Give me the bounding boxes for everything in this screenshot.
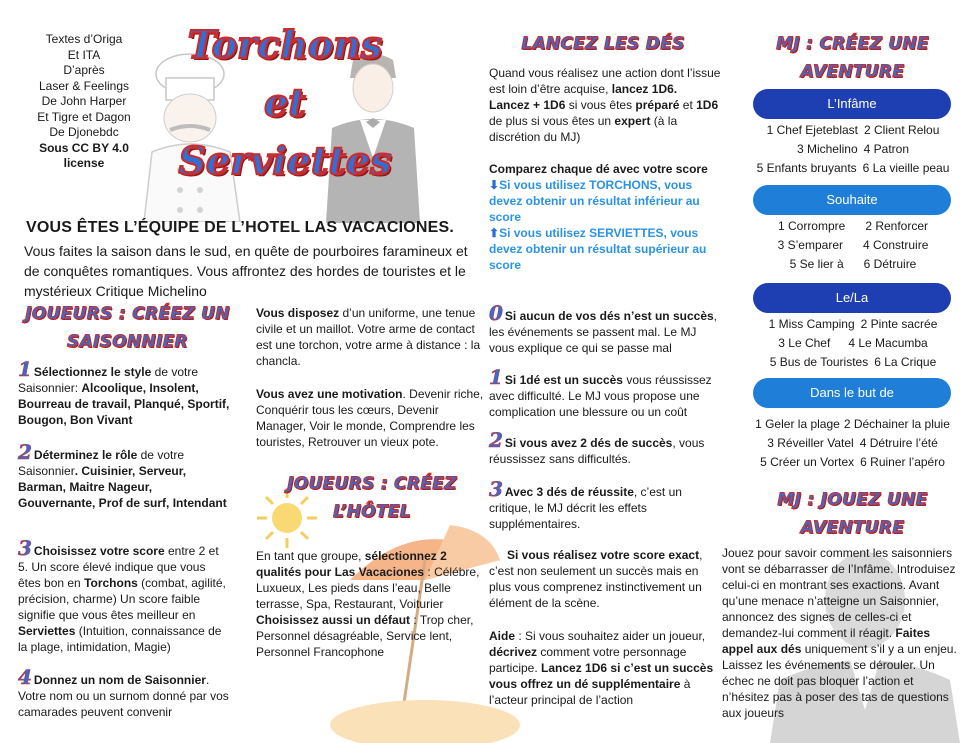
result-number: 2 [489,428,503,452]
roll-text: de plus si vous êtes un [489,114,615,128]
roll-text: si vous êtes [565,98,636,112]
hotel-text: : Célébre, Luxueux, Les pieds dans l’eau, Belle terrasse, Spa, Restaurant, Voiturier [256,565,480,611]
serviettes-rule [489,226,706,272]
table-row [748,121,958,140]
step-number: 1 [18,357,32,381]
step-text: (Intuition, connaissance de la plage, intimidation, Magie) [18,624,222,654]
table-row [748,255,958,274]
motivation-paragraph [256,386,486,450]
table-cell: 2 Déchainer la pluie [843,417,950,431]
credits-line: Laser & Feelings [38,78,130,93]
table-cell: 4 Construire [863,238,929,252]
step-number: 2 [18,440,32,464]
step-options: Alcoolique, Insolent, Bourreau de travail, Planqué, Sportif, Bougon, Bon Vivant [18,381,230,427]
table-cell: 1 Corrompre [777,219,846,233]
equipment-bold: Vous disposez [256,306,340,320]
result-0 [489,301,723,356]
help-text: comment votre personnage participe. [489,645,687,675]
step-text: de votre Saisonnier [18,448,184,478]
roll-bold: préparé [635,98,680,112]
credits-license: Sous CC BY 4.0 license [39,140,129,170]
step-2 [18,440,230,511]
table-cell: 1 Chef Ejeteblast [766,123,858,137]
gm-play-text: Jouez pour savoir comment les saisonniers vont se débarrasser de l’Infâme. Introduisez celui-ci en montrant ses exactions. Avant qu’une menace n’atteigne un Saisonnier, annoncez des signes de celles-ci et demandez-lui comment il réagit. [722,546,956,640]
table-souhaite [748,217,958,274]
compare-bold: Comparez chaque dé avec votre score [489,162,708,176]
table-infame [748,121,958,178]
result-text: , c’est un critique, le MJ décrit les effets supplémentaires. [489,485,682,531]
table-cell: 3 S’emparer [777,238,843,252]
step-options: . Cuisinier, Serveur, Barman, Maitre Nageur, Gouvernante, Prof de surf, Intendant [18,464,227,510]
result-number: 1 [489,365,503,389]
table-cell: 2 Renforcer [865,219,929,233]
motivation-text: . Devenir riche, Conquérir tous les cœurs, Devenir Manager, Voir le monde, Comprendre les touristes, Retrouver un vieux pote. [256,387,484,449]
step-1 [18,357,230,428]
table-cell: 6 La Crique [874,355,937,369]
table-souhaite-header: Souhaite [753,185,951,215]
roll-bold: expert [614,114,651,128]
gm-play-text: uniquement s’il y a un enjeu. Laissez les événements se dérouler. Un échec ne doit pas bloquer l’action et n’hésitez pas à poser des tas de questions aux joueurs [722,642,957,720]
credits-line: Et Tigre et Dagon [37,109,131,124]
table-row [748,334,958,353]
result-text: vous réussissez avec difficulté. Le MJ vous propose une complication une blessure ou un coût [489,373,712,419]
hotel-flaw-text: : Trop cher, Personnel désagréable, Service lent, Personnel Francophone [256,613,474,659]
help-text: à l’acteur principal de l’action [489,677,691,707]
table-cell: 5 Se lier à [789,257,844,271]
torchons-rule [489,178,700,224]
arrow-down-icon: ⬇ [489,178,500,192]
table-lela-header: Le/La [753,283,951,313]
roll-dice-paragraph [489,65,721,145]
serviettes-rule-text: Si vous utilisez SERVIETTES, vous devez obtenir un résultat supérieur au score [489,226,707,272]
roll-dice-header: LANCEZ LES DÉS [521,34,685,54]
table-infame-header: L’Infâme [753,89,951,119]
step-text: entre 2 et 5. Un score élevé indique que vous êtes bon en [18,544,219,590]
roll-bold: 1D6 [696,98,719,112]
step-bold: Choisissez votre score [33,544,165,558]
table-cell: 3 Réveiller Vatel [767,436,854,450]
title-line-2: et [264,80,306,125]
players-create-character-header: JOUEURS : CRÉEZ UN SAISONNIER [25,304,230,352]
step-text: de votre Saisonnier: [18,365,199,395]
table-row [745,434,960,453]
result-bold: Si vous avez 2 dés de succès [504,436,673,450]
result-3 [489,477,723,532]
hotel-text: En tant que groupe, [256,549,365,563]
hotel-qualities-paragraph [256,548,482,660]
roll-bold: lancez 1D6. Lancez + 1D6 [489,82,678,112]
players-create-hotel-header: JOUEURS : CRÉEZ L’HÔTEL [287,474,457,522]
result-bold: Si 1dé est un succès [504,373,623,387]
table-cell: 1 Miss Camping [768,317,855,331]
exact-text: , c’est non seulement un succès mais en plus vous comprenez instinctivement un élément de la scène. [489,548,703,610]
title-line-3: Serviettes [178,138,392,183]
result-bold: Si aucun de vos dés n’est un succès [504,309,714,323]
credits-line: D’après [63,63,105,77]
title-line-1: Torchons [187,22,383,67]
result-1 [489,365,723,420]
result-text: , les événements se passent mal. Le MJ vous explique ce qui se passe mal [489,309,718,355]
result-number: 3 [489,477,503,501]
table-cell: 1 Geler la plage [755,417,840,431]
help-text: : Si vous souhaitez aider un joueur, [515,629,706,643]
table-row [745,415,960,434]
credits-line: Et ITA [67,47,101,62]
equipment-text: d’un uniforme, une tenue civile et un maillot. Votre arme de contact est une torchon, votre arme à distance : la chancla. [256,306,481,368]
result-2 [489,428,723,467]
table-cell: 4 Le Macumba [848,336,928,350]
table-row [748,236,958,255]
result-bold: Avec 3 dés de réussite [504,485,634,499]
exact-bold: Si vous réalisez votre score exact [507,548,700,562]
hotel-bold: sélectionnez 2 qualités pour Las Vacaciones [256,549,447,579]
step-bold: Déterminez le rôle [33,448,138,462]
table-row [748,159,958,178]
torchons-rule-text: Si vous utilisez TORCHONS, vous devez obtenir un résultat inférieur au score [489,178,700,224]
table-cell: 5 Bus de Touristes [769,355,869,369]
table-row [748,315,958,334]
table-cell: 2 Client Relou [864,123,940,137]
credits-line: Textes d’Origa [45,32,123,46]
table-cell: 2 Pinte sacrée [860,317,938,331]
roll-text: Quand vous réalisez une action dont l’issue est loin d’être acquise, [489,66,721,96]
table-cell: 4 Patron [863,142,910,156]
step-text: (combat, agilité, précision, charme) Un score faible signifie que vous êtes meilleur en [18,576,226,622]
hotel-flaw-bold: Choisissez aussi un défaut [256,613,411,627]
help-bold: Lancez 1D6 si c’est un succès vous offrez un dé supplémentaire [489,661,714,691]
credits [30,32,138,172]
table-cell: 6 Détruire [863,257,917,271]
table-row [748,353,958,372]
step-bold: Sélectionnez le style [33,365,152,379]
roll-text: (à la discrétion du MJ) [489,114,678,144]
compare-paragraph [489,161,721,273]
table-cell: 6 Ruiner l’apéro [860,455,945,469]
step-bold-torchons: Torchons [84,576,138,590]
step-4 [18,665,230,720]
table-row [748,217,958,236]
credits-line: De Djonebdc [49,125,119,139]
gm-create-adventure-header: MJ : CRÉEZ UNE AVENTURE [776,34,929,82]
table-row [748,140,958,159]
roll-text: et [679,98,697,112]
equipment-paragraph [256,305,484,369]
table-cell: 3 Le Chef [778,336,831,350]
table-lela [748,315,958,372]
step-number: 4 [18,665,32,689]
table-cell: 6 La vieille peau [862,161,950,175]
game-title [160,16,410,190]
step-bold: Donnez un nom de Saisonnier [33,673,206,687]
help-bold: décrivez [489,645,538,659]
step-bold-serviettes: Serviettes [18,624,76,638]
help-paragraph [489,628,721,708]
gm-play-paragraph [722,545,958,721]
table-cell: 5 Créer un Vortex [760,455,855,469]
result-text: , vous réussissez sans difficultés. [489,436,705,466]
table-but-header: Dans le but de [753,378,951,408]
step-number: 3 [18,536,32,560]
intro-text: Vous faites la saison dans le sud, en quête de pourboires faramineux et de conquêtes romantiques. Vous affrontez des hordes de touristes et le mystérieux Critique Michelino [24,243,468,299]
gm-play-bold: Faites appel aux dés [722,626,931,656]
banner-heading: VOUS ÊTES L’ÉQUIPE DE L’HOTEL LAS VACACIONES. [26,219,455,236]
credits-line: De John Harper [41,94,127,108]
table-but [745,415,960,472]
step-3 [18,536,230,655]
table-cell: 3 Michelino [796,142,858,156]
gm-play-adventure-header: MJ : JOUEZ UNE AVENTURE [777,490,928,538]
arrow-up-icon: ⬆ [489,226,500,240]
result-number: 0 [489,301,503,325]
motivation-bold: Vous avez une motivation [256,387,403,401]
exact-score-paragraph [489,547,721,611]
table-cell: 4 Détruire l’été [859,436,938,450]
table-row [745,453,960,472]
step-text: . Votre nom ou un surnom donné par vos camarades peuvent convenir [18,673,229,719]
help-bold: Aide [489,629,516,643]
table-cell: 5 Enfants bruyants [756,161,857,175]
